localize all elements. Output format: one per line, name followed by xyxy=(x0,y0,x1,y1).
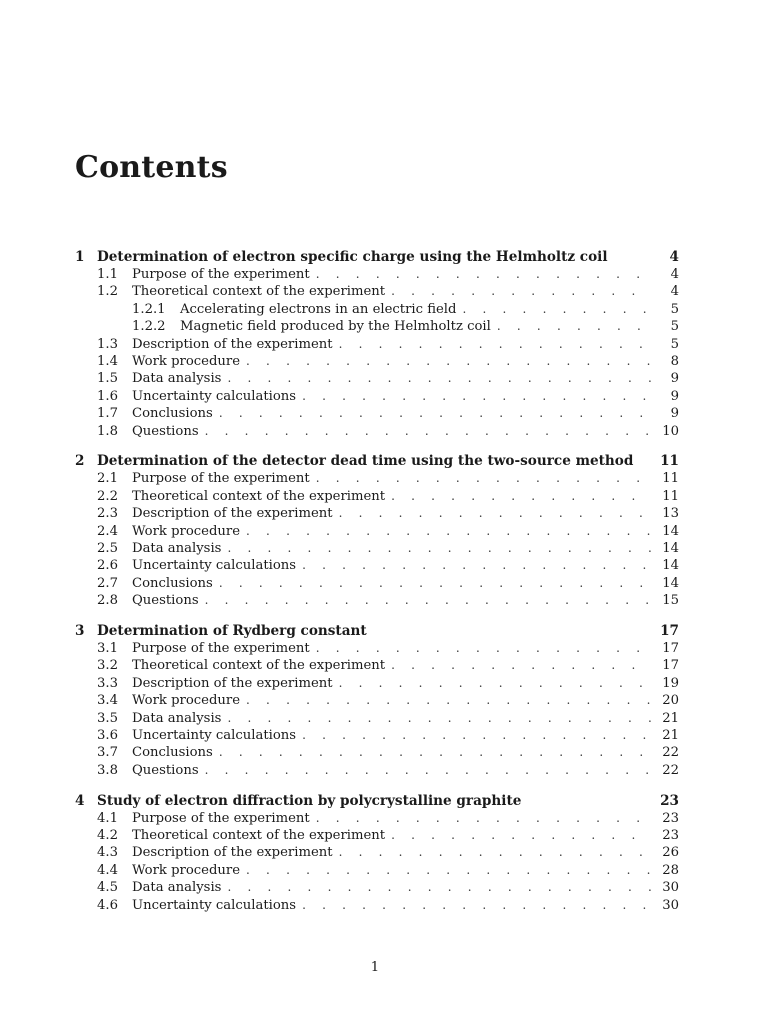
toc-section-entry[interactable] xyxy=(75,576,679,593)
section-title: Theoretical context of the experiment xyxy=(132,828,386,844)
section-page-number: 23 xyxy=(662,810,679,826)
chapter-page-number: 17 xyxy=(660,623,679,640)
section-number: 2.4 xyxy=(97,523,118,539)
chapter-title: Determination of the detector dead time using the two-source method xyxy=(97,453,634,470)
section-number: 2.6 xyxy=(97,558,118,574)
dot-leader xyxy=(302,389,651,403)
section-title: Uncertainty calculations xyxy=(132,727,297,743)
page-title: Contents xyxy=(75,150,228,185)
toc-section-entry[interactable] xyxy=(75,693,679,710)
section-page-number: 10 xyxy=(662,423,679,439)
toc-section-entry[interactable] xyxy=(75,354,679,371)
dot-leader xyxy=(316,641,651,655)
toc-section-entry[interactable] xyxy=(75,424,679,441)
section-page-number: 8 xyxy=(670,353,679,369)
toc-section-entry[interactable] xyxy=(75,406,679,423)
section-title: Data analysis xyxy=(132,540,222,556)
dot-leader xyxy=(227,541,651,555)
toc-section-entry[interactable] xyxy=(75,471,679,488)
section-page-number: 30 xyxy=(662,880,679,896)
section-page-number: 21 xyxy=(662,710,679,726)
toc-section-entry[interactable] xyxy=(75,676,679,693)
section-number: 1.2.2 xyxy=(132,319,166,335)
section-title: Questions xyxy=(132,762,199,778)
section-number: 1.5 xyxy=(97,371,118,387)
section-number: 2.1 xyxy=(97,471,118,487)
section-page-number: 11 xyxy=(662,471,679,487)
chapter-title: Determination of electron specific charge using the Helmholtz coil xyxy=(97,249,608,265)
section-number: 1.3 xyxy=(97,336,118,352)
section-title: Accelerating electrons in an electric field xyxy=(180,301,457,317)
section-page-number: 14 xyxy=(662,558,679,574)
section-page-number: 4 xyxy=(670,284,679,300)
section-title: Conclusions xyxy=(132,406,213,422)
chapter-title: Study of electron diffraction by polycrystalline graphite xyxy=(97,792,522,809)
section-page-number: 22 xyxy=(662,745,679,761)
section-title: Uncertainty calculations xyxy=(132,897,297,913)
dot-leader xyxy=(219,406,651,420)
section-title: Uncertainty calculations xyxy=(132,558,297,574)
dot-leader xyxy=(246,863,651,877)
section-page-number: 14 xyxy=(662,540,679,556)
dot-leader xyxy=(205,763,651,777)
section-page-number: 9 xyxy=(670,388,679,404)
dot-leader xyxy=(227,711,651,725)
section-title: Purpose of the experiment xyxy=(132,471,310,487)
dot-leader xyxy=(246,354,651,368)
section-number: 2.2 xyxy=(97,488,118,504)
section-number: 4.5 xyxy=(97,880,118,896)
chapter-number: 2 xyxy=(75,453,85,470)
section-number: 1.1 xyxy=(97,267,118,282)
dot-leader xyxy=(246,693,651,707)
dot-leader xyxy=(246,524,651,538)
section-number: 4.4 xyxy=(97,862,118,878)
toc-chapter xyxy=(75,793,679,915)
section-number: 2.8 xyxy=(97,593,118,609)
chapter-page-number: 23 xyxy=(660,792,679,809)
section-number: 3.8 xyxy=(97,762,118,778)
toc-section-entry[interactable] xyxy=(75,828,679,845)
toc-section-entry[interactable] xyxy=(75,389,679,406)
section-number: 3.2 xyxy=(97,658,118,674)
dot-leader xyxy=(339,506,651,520)
toc-section-entry[interactable] xyxy=(75,745,679,762)
dot-leader xyxy=(497,319,651,333)
dot-leader xyxy=(316,267,651,281)
section-number: 1.2 xyxy=(97,284,118,300)
section-number: 3.5 xyxy=(97,710,118,726)
toc-chapter-entry[interactable] xyxy=(75,249,679,267)
section-page-number: 13 xyxy=(662,506,679,522)
section-title: Work procedure xyxy=(132,353,241,369)
toc-section-entry[interactable] xyxy=(75,863,679,880)
section-page-number: 23 xyxy=(662,828,679,844)
section-title: Questions xyxy=(132,593,199,609)
section-title: Conclusions xyxy=(132,575,213,591)
section-number: 1.7 xyxy=(97,406,118,422)
toc-section-entry[interactable] xyxy=(75,845,679,862)
toc-section-entry[interactable] xyxy=(75,506,679,523)
section-page-number: 4 xyxy=(670,267,679,282)
section-number: 4.1 xyxy=(97,810,118,826)
toc-section-entry[interactable] xyxy=(75,337,679,354)
section-title: Data analysis xyxy=(132,371,222,387)
section-number: 4.6 xyxy=(97,897,118,913)
toc-section-entry[interactable] xyxy=(75,371,679,388)
section-title: Theoretical context of the experiment xyxy=(132,658,386,674)
section-title: Purpose of the experiment xyxy=(132,641,310,657)
dot-leader xyxy=(219,745,651,759)
section-page-number: 19 xyxy=(662,675,679,691)
section-title: Purpose of the experiment xyxy=(132,810,310,826)
section-page-number: 5 xyxy=(670,336,679,352)
toc-section-entry[interactable] xyxy=(75,711,679,728)
section-number: 1.2.1 xyxy=(132,301,166,317)
section-number: 1.6 xyxy=(97,388,118,404)
section-page-number: 30 xyxy=(662,897,679,913)
section-title: Theoretical context of the experiment xyxy=(132,488,386,504)
section-number: 2.7 xyxy=(97,575,118,591)
dot-leader xyxy=(391,658,651,672)
section-title: Description of the experiment xyxy=(132,845,333,861)
section-title: Data analysis xyxy=(132,880,222,896)
toc-section-entry[interactable] xyxy=(75,880,679,897)
section-title: Magnetic field produced by the Helmholtz coil xyxy=(180,319,491,335)
section-page-number: 22 xyxy=(662,762,679,778)
toc-section-entry[interactable] xyxy=(75,811,679,828)
dot-leader xyxy=(205,424,651,438)
section-number: 2.5 xyxy=(97,540,118,556)
toc-section-entry[interactable] xyxy=(75,284,679,301)
chapter-number: 4 xyxy=(75,792,85,809)
section-page-number: 17 xyxy=(662,658,679,674)
section-page-number: 5 xyxy=(670,301,679,317)
section-page-number: 21 xyxy=(662,727,679,743)
section-number: 3.7 xyxy=(97,745,118,761)
section-page-number: 14 xyxy=(662,523,679,539)
dot-leader xyxy=(391,489,651,503)
dot-leader xyxy=(316,471,651,485)
section-page-number: 14 xyxy=(662,575,679,591)
toc-section-entry[interactable] xyxy=(75,593,679,610)
section-page-number: 11 xyxy=(662,488,679,504)
chapter-number: 1 xyxy=(75,249,85,265)
section-page-number: 15 xyxy=(662,593,679,609)
section-number: 1.8 xyxy=(97,423,118,439)
section-page-number: 17 xyxy=(662,641,679,657)
toc-section-entry[interactable] xyxy=(75,898,679,915)
section-title: Questions xyxy=(132,423,199,439)
section-title: Description of the experiment xyxy=(132,336,333,352)
chapter-page-number: 11 xyxy=(660,453,679,470)
dot-leader xyxy=(302,898,651,912)
toc-chapter-entry[interactable] xyxy=(75,623,679,641)
section-page-number: 26 xyxy=(662,845,679,861)
section-page-number: 9 xyxy=(670,406,679,422)
dot-leader xyxy=(205,593,651,607)
table-of-contents xyxy=(75,249,679,928)
section-title: Theoretical context of the experiment xyxy=(132,284,386,300)
section-number: 2.3 xyxy=(97,506,118,522)
section-number: 4.3 xyxy=(97,845,118,861)
section-title: Description of the experiment xyxy=(132,506,333,522)
toc-section-entry[interactable] xyxy=(75,489,679,506)
section-title: Uncertainty calculations xyxy=(132,388,297,404)
toc-section-entry[interactable] xyxy=(75,541,679,558)
dot-leader xyxy=(339,676,651,690)
section-title: Work procedure xyxy=(132,862,241,878)
dot-leader xyxy=(219,576,651,590)
dot-leader xyxy=(339,845,651,859)
toc-chapter xyxy=(75,453,679,610)
dot-leader xyxy=(227,880,651,894)
section-page-number: 20 xyxy=(662,693,679,709)
chapter-number: 3 xyxy=(75,623,85,640)
toc-chapter xyxy=(75,249,679,441)
toc-chapter-entry[interactable] xyxy=(75,793,679,811)
section-title: Purpose of the experiment xyxy=(132,267,310,282)
toc-section-entry[interactable] xyxy=(75,267,679,284)
dot-leader xyxy=(462,302,651,316)
section-page-number: 9 xyxy=(670,371,679,387)
dot-leader xyxy=(339,337,651,351)
section-number: 1.4 xyxy=(97,353,118,369)
section-title: Work procedure xyxy=(132,693,241,709)
section-number: 3.3 xyxy=(97,675,118,691)
section-title: Work procedure xyxy=(132,523,241,539)
toc-subsection-entry[interactable] xyxy=(75,319,679,336)
dot-leader xyxy=(391,284,651,298)
page-number: 1 xyxy=(370,960,380,975)
toc-section-entry[interactable] xyxy=(75,728,679,745)
section-page-number: 28 xyxy=(662,862,679,878)
dot-leader xyxy=(316,811,651,825)
dot-leader xyxy=(391,828,651,842)
section-title: Conclusions xyxy=(132,745,213,761)
section-number: 3.6 xyxy=(97,727,118,743)
toc-subsection-entry[interactable] xyxy=(75,302,679,319)
toc-section-entry[interactable] xyxy=(75,641,679,658)
toc-section-entry[interactable] xyxy=(75,558,679,575)
toc-chapter xyxy=(75,623,679,780)
chapter-page-number: 4 xyxy=(669,249,679,265)
section-number: 3.1 xyxy=(97,641,118,657)
toc-section-entry[interactable] xyxy=(75,658,679,675)
section-title: Description of the experiment xyxy=(132,675,333,691)
section-page-number: 5 xyxy=(670,319,679,335)
dot-leader xyxy=(227,371,651,385)
section-number: 4.2 xyxy=(97,828,118,844)
toc-chapter-entry[interactable] xyxy=(75,453,679,471)
section-title: Data analysis xyxy=(132,710,222,726)
toc-section-entry[interactable] xyxy=(75,524,679,541)
dot-leader xyxy=(302,558,651,572)
toc-section-entry[interactable] xyxy=(75,763,679,780)
section-number: 3.4 xyxy=(97,693,118,709)
dot-leader xyxy=(302,728,651,742)
chapter-title: Determination of Rydberg constant xyxy=(97,623,367,640)
